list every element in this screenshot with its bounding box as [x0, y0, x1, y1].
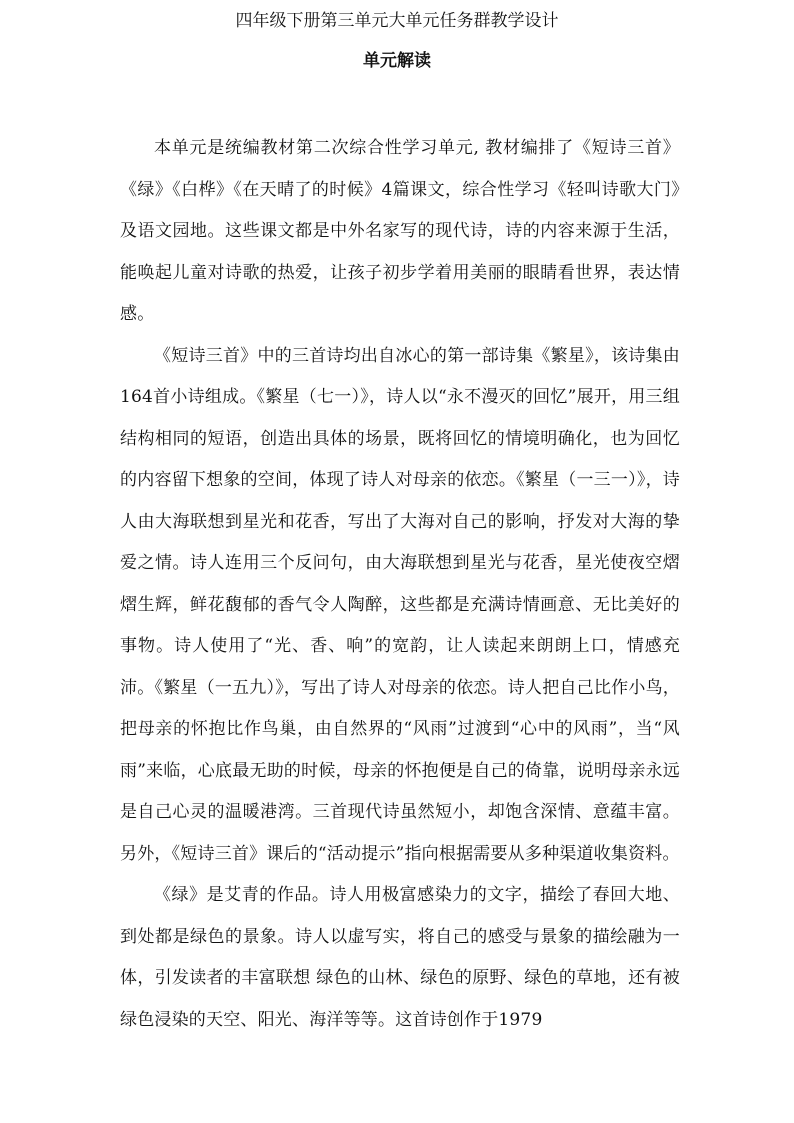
paragraph-green: 《绿》是艾青的作品。诗人用极富感染力的文字，描绘了春回大地、到处都是绿色的景象。诗人以虚写实，将自己的感受与景象的描绘融为一体，引发读者的丰富联想 绿色的山林、绿色的原野、绿色的草地，还有被绿色浸染的天空、阳光、海洋等等。这首诗创作于1979: [120, 885, 680, 1030]
paragraph-short-poems: 《短诗三首》中的三首诗均出自冰心的第一部诗集《繁星》，该诗集由164首小诗组成。《繁星（七一）》，诗人以“永不漫灭的回忆”展开，用三组结构相同的短语，创造出具体的场景，既将回忆的情境明确化，也为回忆的内容留下想象的空间，体现了诗人对母亲的依恋。《繁星（一三一）》，诗人由大海联想到星光和花香，写出了大海对自己的影响，抒发对大海的挚爱之情。诗人连用三个反问句，由大海联想到星光与花香，星光使夜空熠熠生辉，鲜花馥郁的香气令人陶醉，这些都是充满诗情画意、无比美好的事物。诗人使用了“光、香、响”的宽韵，让人读起来朗朗上口，情感充沛。《繁星（一五九）》，写出了诗人对母亲的依恋。诗人把自己比作小鸟，把母亲的怀抱比作鸟巢，由自然界的“风雨”过渡到“心中的风雨”，当“风雨”来临，心底最无助的时候，母亲的怀抱便是自己的倚靠，说明母亲永远是自己心灵的温暖港湾。三首现代诗虽然短小，却饱含深情、意蕴丰富。另外，《短诗三首》课后的“活动提示”指向根据需要从多种渠道收集资料。: [120, 345, 680, 864]
document-title: 四年级下册第三单元大单元任务群教学设计: [235, 11, 559, 31]
section-title: 单元解读: [363, 51, 431, 71]
paragraph-unit-overview: 本单元是统编教材第二次综合性学习单元, 教材编排了《短诗三首》《绿》《白桦》《在天晴了的时候》4篇课文，综合性学习《轻叫诗歌大门》及语文园地。这些课文都是中外名家写的现代诗，诗的内容来源于生活，能唤起儿童对诗歌的热爱，让孩子初步学着用美丽的眼睛看世界，表达情感。: [120, 138, 680, 324]
document-body: [120, 128, 680, 1041]
